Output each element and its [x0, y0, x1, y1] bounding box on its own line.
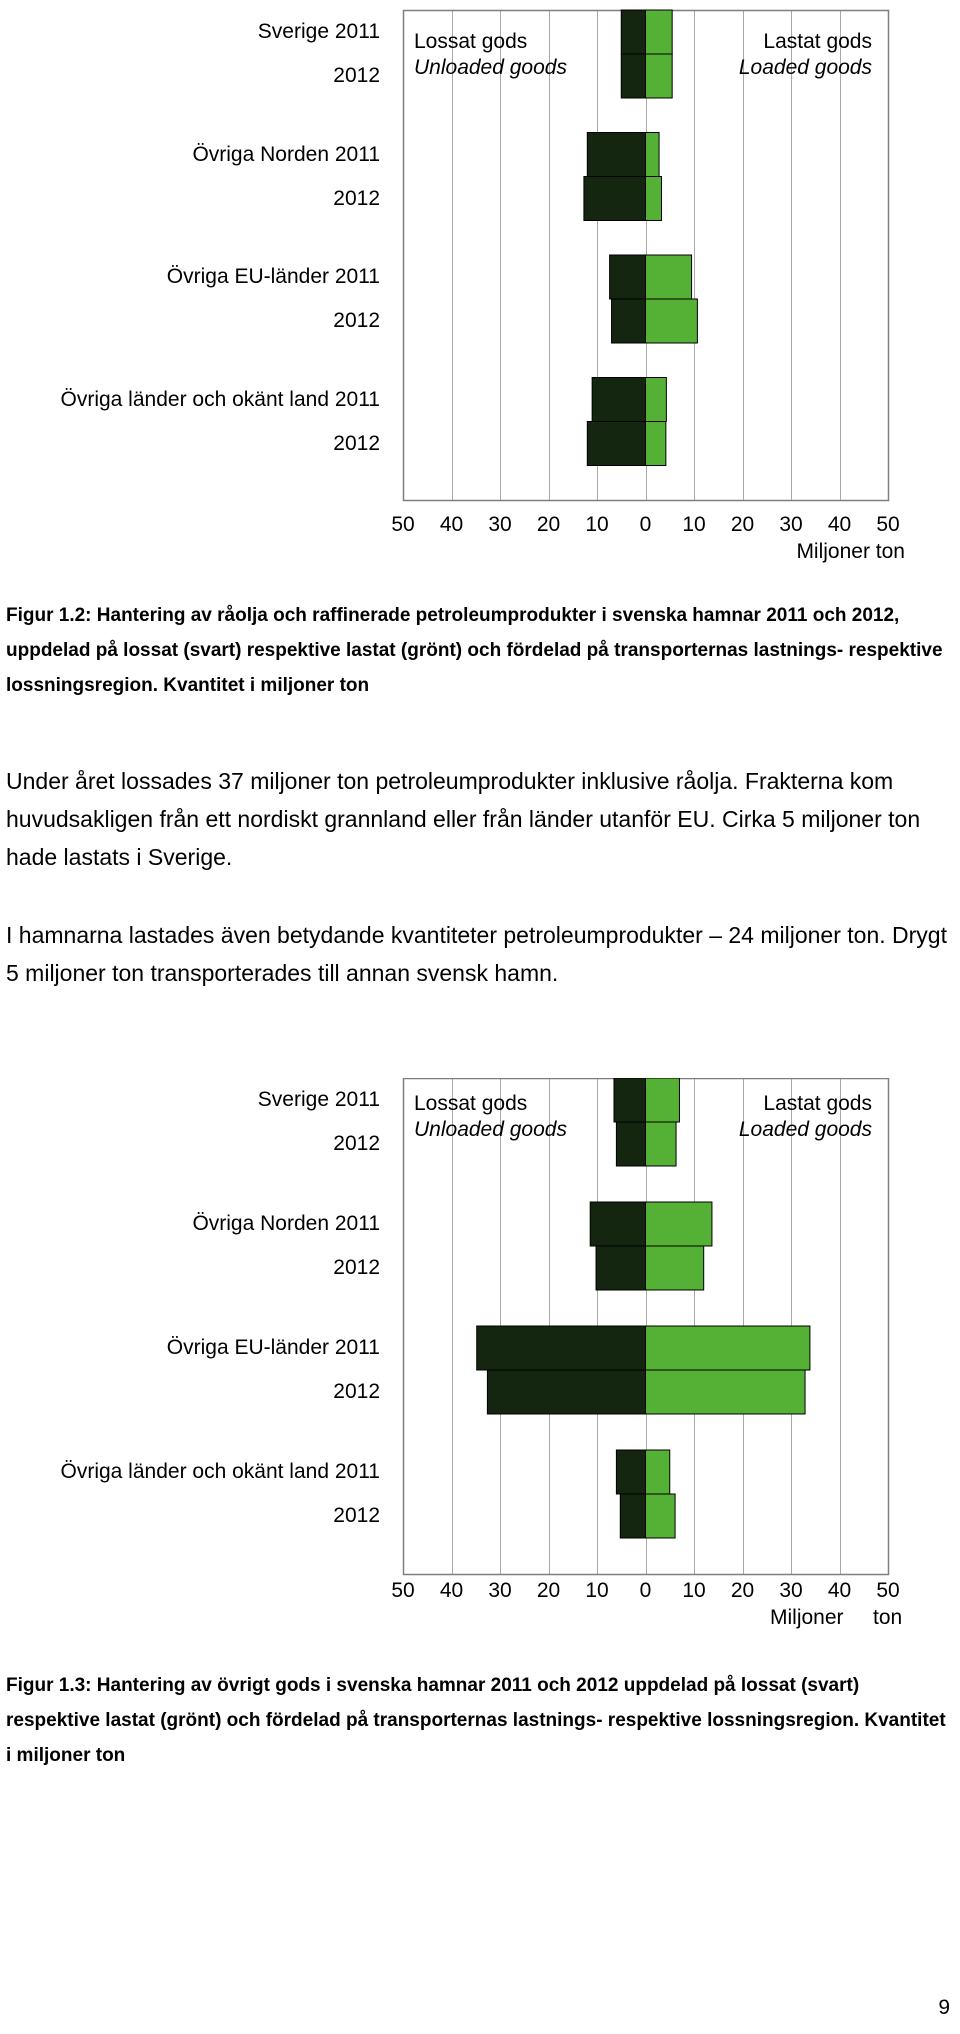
category-label: 2012 — [333, 431, 380, 455]
legend-loaded-en: Loaded goods — [738, 56, 872, 79]
category-label: 2012 — [333, 1380, 380, 1403]
category-label: Övriga länder och okänt land 2011 — [60, 387, 380, 411]
x-tick-label: 50 — [876, 513, 900, 536]
bar-unloaded — [612, 299, 646, 343]
legend-loaded-sv: Lastat gods — [763, 1092, 872, 1115]
x-tick-label: 40 — [827, 1579, 852, 1602]
bar-unloaded — [621, 54, 645, 98]
legend-unloaded-en: Unloaded goods — [414, 56, 567, 79]
category-label: Övriga EU-länder 2011 — [166, 265, 380, 288]
category-label: Sverige 2011 — [257, 20, 380, 43]
x-tick-label: 50 — [876, 1579, 900, 1602]
x-tick-label: 10 — [585, 1579, 609, 1602]
bar-loaded — [646, 1122, 677, 1166]
paragraph-loaded-petroleum: I hamnarna lastades även betydande kvantiteter petroleumprodukter – 24 miljoner ton. Drygt 5 miljoner ton transporterades till annan svensk hamn. — [6, 922, 947, 986]
paragraph-unloaded-petroleum: Under året lossades 37 miljoner ton petroleumprodukter inklusive råolja. Frakterna kom huvudsakligen från ett nordiskt grannland eller från länder utanför EU. Cirka 5 miljoner ton hade lastats i Sverige. — [6, 768, 921, 870]
bar-unloaded — [621, 10, 645, 54]
x-tick-label: 20 — [730, 513, 755, 536]
bar-unloaded — [590, 1202, 645, 1246]
bar-unloaded — [616, 1122, 645, 1166]
x-tick-label: 30 — [488, 513, 512, 536]
category-label: 2012 — [333, 186, 380, 210]
x-tick-label: 20 — [730, 1579, 755, 1602]
category-label: 2012 — [333, 1504, 380, 1527]
x-tick-label: 40 — [439, 513, 464, 536]
x-tick-label: 40 — [827, 513, 852, 536]
bar-loaded — [646, 1450, 670, 1494]
x-tick-label: 50 — [391, 513, 415, 536]
bar-loaded — [646, 1326, 810, 1370]
page-number: 9 — [938, 1996, 950, 2019]
category-label: Övriga Norden 2011 — [192, 1212, 380, 1235]
category-label: 2012 — [333, 1132, 380, 1155]
bar-loaded — [646, 1370, 806, 1414]
x-tick-label: 10 — [682, 1579, 706, 1602]
x-tick-label: 30 — [488, 1579, 512, 1602]
bar-unloaded — [596, 1246, 645, 1290]
figure-1-3-caption: Figur 1.3: Hantering av övrigt gods i svenska hamnar 2011 och 2012 uppdelad på lossat (svart) respektive lastat (grönt) och fördelad på transporternas lastnings- respektive lossningsregion. Kvantitet i miljoner ton — [6, 1675, 946, 1766]
figure-1-2-caption: Figur 1.2: Hantering av råolja och raffinerade petroleumprodukter i svenska hamnar 2011 och 2012, uppdelad på lossat (svart) respektive lastat (grönt) och fördelad på transporternas lastnings- respektive lossningsregion. Kvantitet i miljoner ton — [6, 605, 943, 696]
x-axis-unit-label: Miljoner ton — [796, 540, 905, 563]
chart-other-goods — [0, 1078, 960, 1658]
bar-loaded — [646, 177, 662, 221]
x-tick-label: 10 — [682, 513, 706, 536]
category-label: Övriga länder och okänt land 2011 — [60, 1460, 380, 1483]
x-tick-label: 50 — [391, 1579, 415, 1602]
bar-loaded — [646, 255, 692, 299]
bar-loaded — [646, 1494, 676, 1538]
bar-loaded — [646, 10, 673, 54]
legend-unloaded-sv: Lossat gods — [414, 1092, 528, 1115]
bar-unloaded — [610, 255, 646, 299]
x-axis-unit-label: ton — [873, 1606, 903, 1629]
chart-petroleum — [0, 0, 960, 570]
x-tick-label: 0 — [639, 1579, 652, 1602]
x-tick-label: 30 — [779, 1579, 803, 1602]
bar-loaded — [646, 422, 666, 466]
bar-unloaded — [587, 133, 645, 177]
x-tick-label: 0 — [639, 513, 652, 536]
bar-loaded — [646, 299, 698, 343]
bar-unloaded — [620, 1494, 645, 1538]
x-tick-label: 20 — [536, 1579, 561, 1602]
x-tick-label: 10 — [585, 513, 609, 536]
bar-unloaded — [587, 422, 645, 466]
legend-unloaded-sv: Lossat gods — [414, 30, 528, 53]
x-tick-label: 20 — [536, 513, 561, 536]
category-label: Sverige 2011 — [257, 1088, 380, 1111]
legend-unloaded-en: Unloaded goods — [414, 1118, 567, 1141]
x-axis-unit-label: Miljoner — [770, 1606, 844, 1629]
x-tick-label: 30 — [779, 513, 803, 536]
category-label: 2012 — [333, 309, 380, 332]
bar-loaded — [646, 378, 667, 422]
bar-loaded — [646, 1078, 680, 1122]
bar-loaded — [646, 1202, 712, 1246]
category-label: 2012 — [333, 1256, 380, 1279]
x-tick-label: 40 — [439, 1579, 464, 1602]
bar-loaded — [646, 1246, 704, 1290]
bar-loaded — [646, 54, 673, 98]
bar-unloaded — [592, 378, 645, 422]
category-label: Övriga Norden 2011 — [192, 142, 380, 166]
category-label: Övriga EU-länder 2011 — [166, 1336, 380, 1359]
legend-loaded-sv: Lastat gods — [763, 30, 872, 53]
legend-loaded-en: Loaded goods — [738, 1118, 872, 1141]
bar-unloaded — [477, 1326, 646, 1370]
bar-unloaded — [584, 177, 646, 221]
bar-unloaded — [616, 1450, 645, 1494]
bar-unloaded — [487, 1370, 645, 1414]
chart-other-goods-plot — [0, 1078, 960, 1658]
bar-unloaded — [614, 1078, 646, 1122]
category-label: 2012 — [333, 64, 380, 87]
bar-loaded — [646, 133, 660, 177]
